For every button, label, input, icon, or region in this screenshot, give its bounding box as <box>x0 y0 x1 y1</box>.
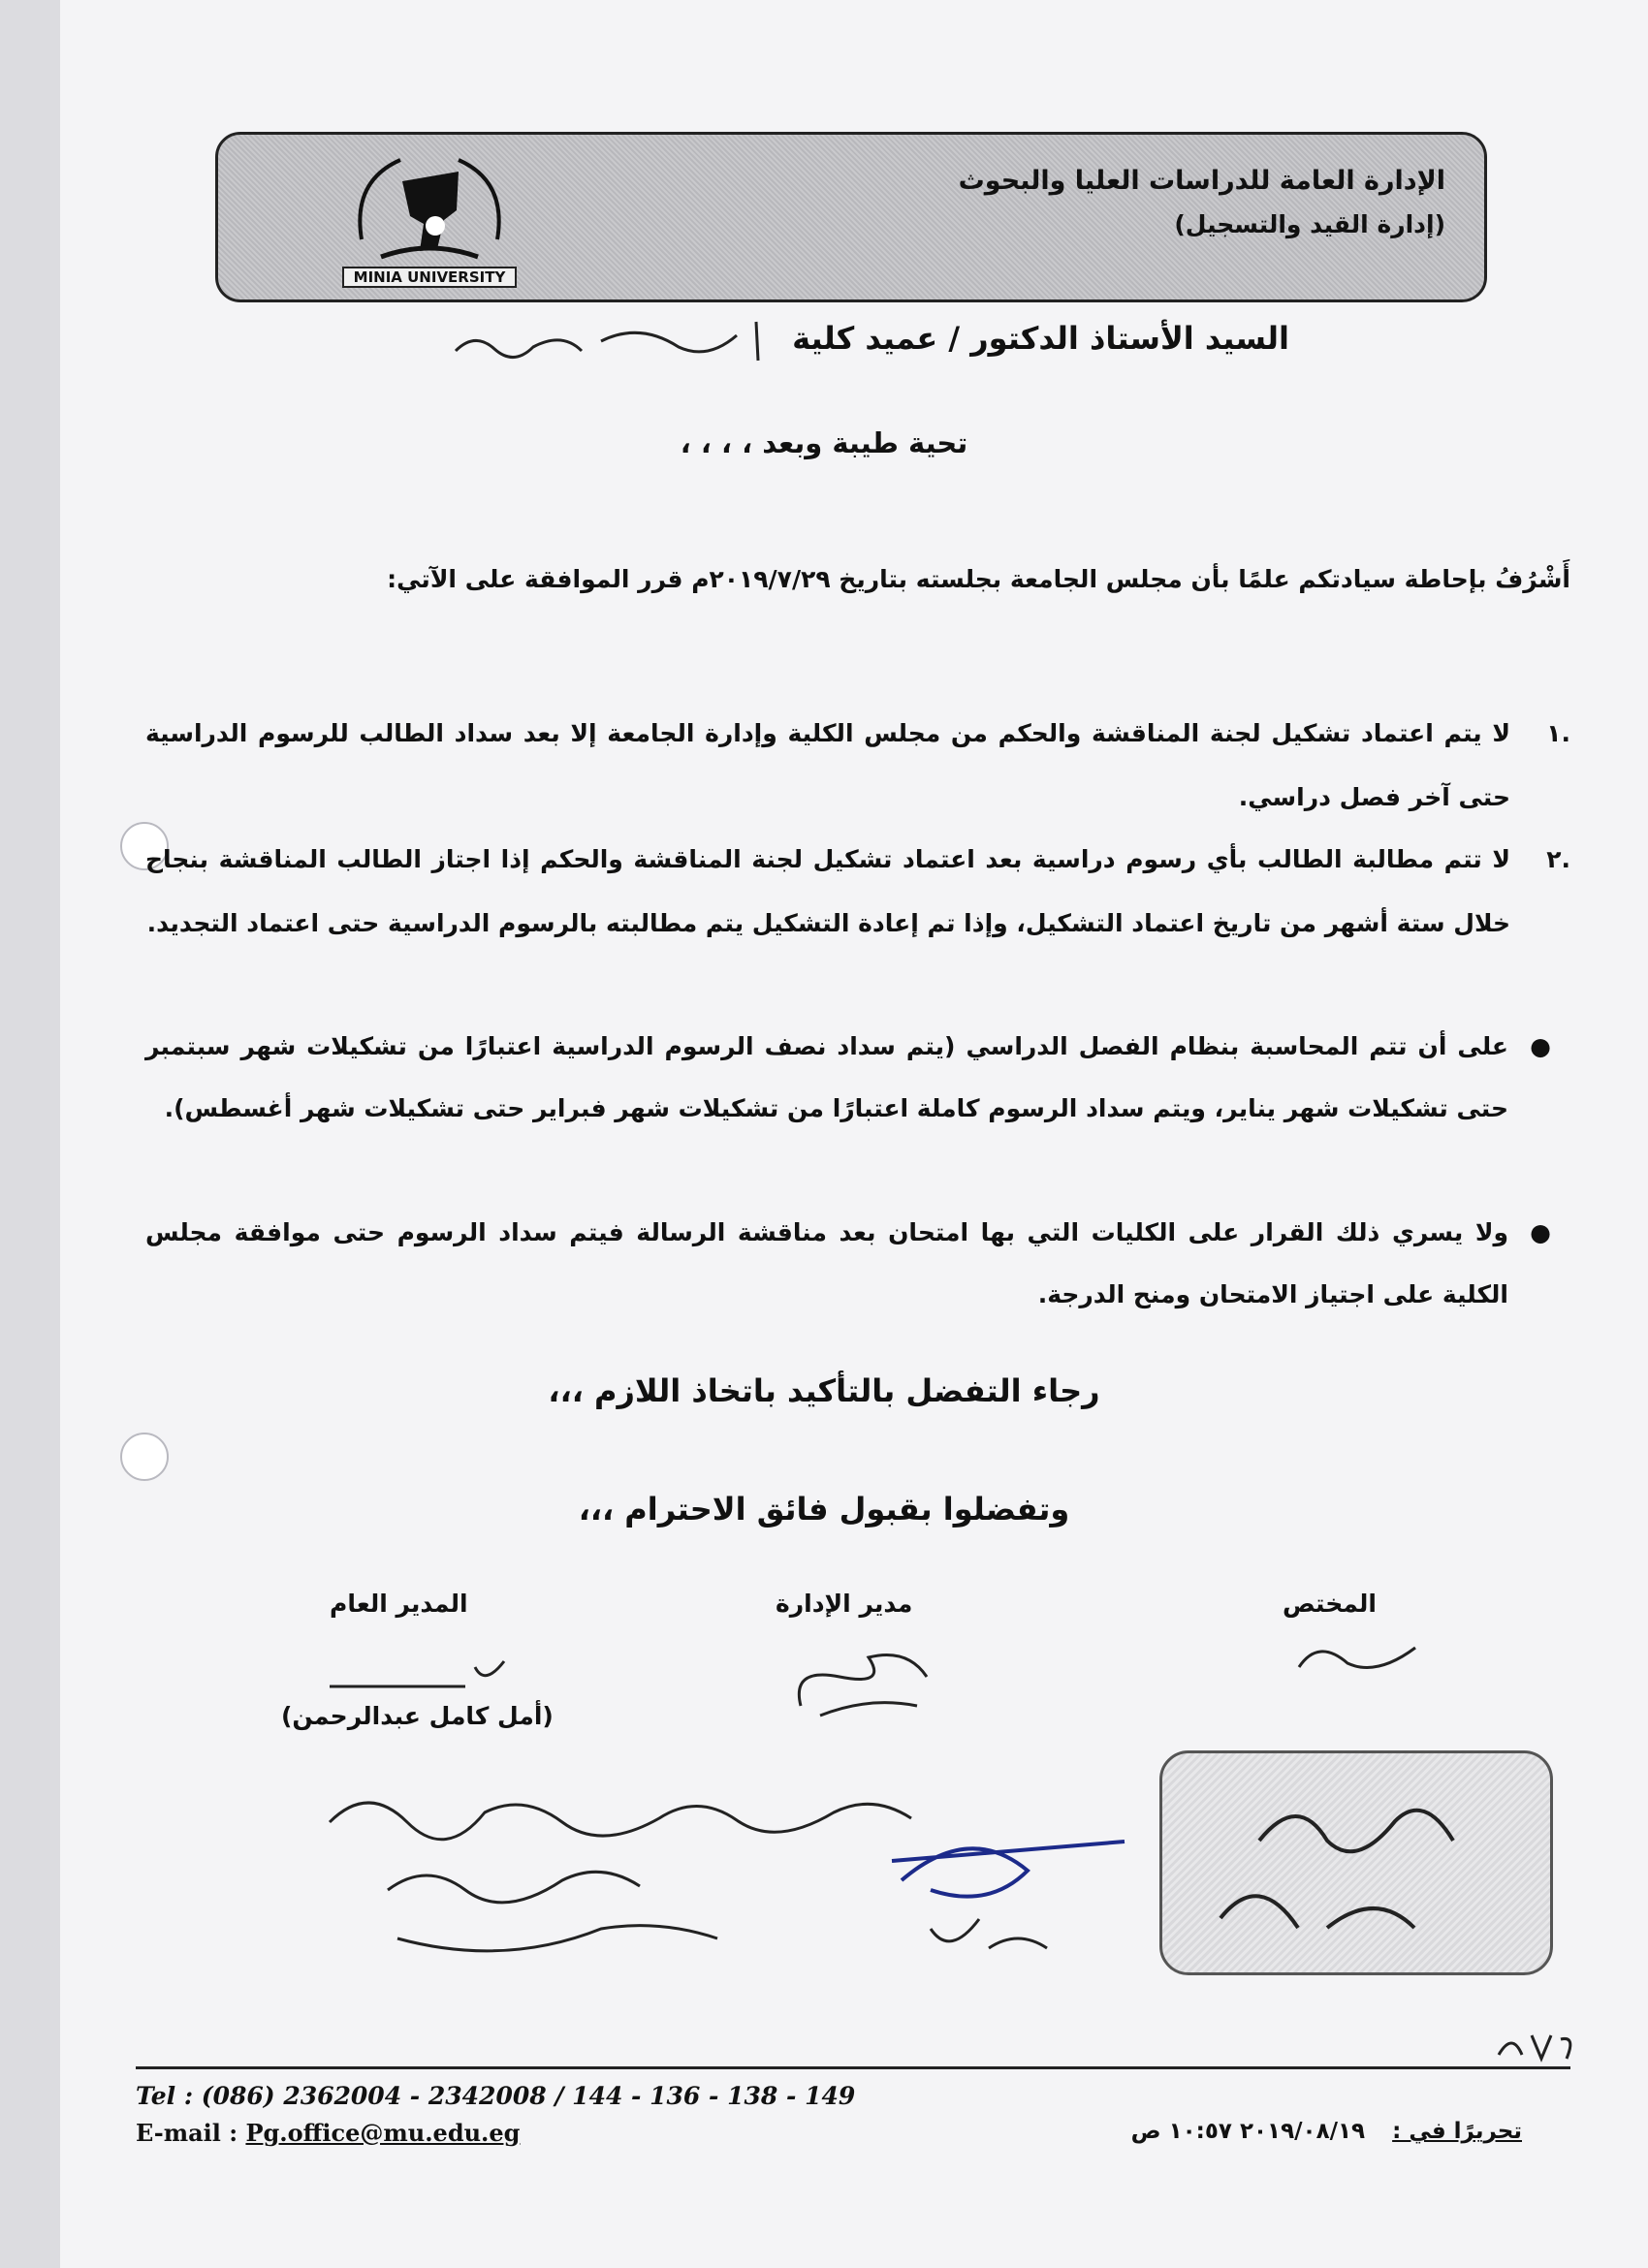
bullet-text: ولا يسري ذلك القرار على الكليات التي بها امتحان بعد مناقشة الرسالة فيتم سداد الرسوم حتى موافقة مجلس الكلية على اجتياز الامتحان ومنح الدرجة. <box>145 1218 1508 1308</box>
handwritten-referral-note <box>310 1764 1163 1987</box>
logo-caption: MINIA UNIVERSITY <box>342 267 517 288</box>
addressee: السيد الأستاذ الدكتور / عميد كلية <box>792 320 1289 357</box>
general-manager-signature-icon <box>320 1648 514 1696</box>
item-text: لا يتم اعتماد تشكيل لجنة المناقشة والحكم من مجلس الكلية وإدارة الجامعة إلا بعد سداد الطالب للرسوم الدراسية حتى آخر فصل دراسي. <box>145 719 1510 811</box>
issue-date-label: تحريرًا في : <box>1392 2119 1522 2144</box>
closing-regards: وتفضلوا بقبول فائق الاحترام ،،، <box>578 1491 1070 1528</box>
email-label: E-mail : <box>136 2119 246 2147</box>
manager-signature-icon <box>781 1638 946 1725</box>
footer-divider <box>136 2066 1570 2069</box>
handwritten-faculty-name <box>446 312 795 380</box>
decision-item <box>145 828 1570 956</box>
greeting: تحية طيبة وبعد ، ، ، ، <box>680 426 968 459</box>
item-number: .١ <box>1546 719 1570 747</box>
issue-date-value: ٢٠١٩/٠٨/١٩ ١٠:٥٧ ص <box>1130 2119 1366 2144</box>
signature-manager-title: مدير الإدارة <box>776 1590 913 1618</box>
department-name: (إدارة القيد والتسجيل) <box>1174 210 1445 239</box>
university-logo <box>342 142 517 290</box>
signature-specialist-title: المختص <box>1282 1590 1377 1618</box>
decision-item <box>145 702 1570 830</box>
footer-telephone: Tel : (086) 2362004 - 2342008 / 144 - 136 - 138 - 149 <box>136 2082 856 2110</box>
bullet-text: على أن تتم المحاسبة بنظام الفصل الدراسي (يتم سداد نصف الرسوم الدراسية اعتبارًا من تشكيلات شهر سبتمبر حتى تشكيلات شهر يناير، ويتم سداد الرسوم كاملة اعتبارًا من تشكيلات شهر فبراير حتى تشكيلات شهر أغسطس). <box>145 1032 1508 1122</box>
bullet-item <box>145 1016 1551 1140</box>
signature-general-manager-title: المدير العام <box>330 1590 468 1618</box>
item-number: .٢ <box>1546 845 1570 873</box>
stamp-handwritten-number <box>1162 1753 1544 1967</box>
letterhead <box>215 132 1487 302</box>
page-code-handwriting-icon <box>1493 2026 1580 2064</box>
directorate-name: الإدارة العامة للدراسات العليا والبحوث <box>958 166 1445 196</box>
item-text: لا تتم مطالبة الطالب بأي رسوم دراسية بعد اعتماد تشكيل لجنة المناقشة والحكم إذا اجتاز الطالب المناقشة بنجاح خلال ستة أشهر من تاريخ اعتماد التشكيل، وإذا تم إعادة التشكيل يتم مطالبته بالرسوم الدراسية حتى اعتماد التجديد. <box>145 845 1510 937</box>
intro-paragraph: أَشْرُفُ بإحاطة سيادتكم علمًا بأن مجلس الجامعة بجلسته بتاريخ ٢٠١٩/٧/٢٩م قرر الموافقة على الآتي: <box>387 565 1570 593</box>
header-text <box>959 160 1445 248</box>
received-stamp <box>1159 1750 1553 1975</box>
general-manager-name: (أمل كامل عبدالرحمن) <box>281 1702 554 1730</box>
footer-email <box>136 2119 520 2147</box>
bullet-item <box>145 1202 1551 1326</box>
bullet-icon: ● <box>1530 1218 1551 1246</box>
punch-hole <box>120 1433 169 1481</box>
bullet-icon: ● <box>1530 1032 1551 1060</box>
scan-edge <box>0 0 60 2268</box>
email-link[interactable]: Pg.office@mu.edu.eg <box>245 2119 521 2147</box>
specialist-signature-icon <box>1289 1628 1425 1686</box>
footer-issue-date <box>1131 2119 1522 2144</box>
closing-request: رجاء التفضل بالتأكيد باتخاذ اللازم ،،، <box>548 1372 1100 1409</box>
